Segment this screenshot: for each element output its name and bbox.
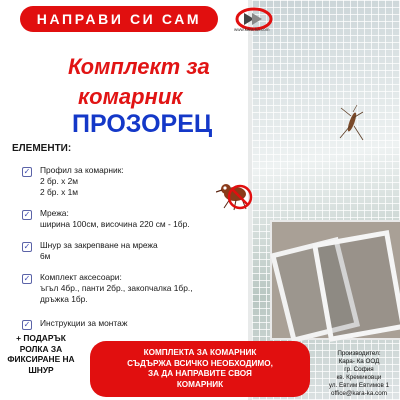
logo-url: www.kara-ka.com — [234, 27, 270, 32]
title-line-2: комарник — [78, 84, 183, 109]
mosquito-icon — [337, 104, 367, 144]
list-item: ✓ Инструкции за монтаж — [23, 318, 128, 329]
check-icon: ✓ — [23, 320, 31, 329]
title-line-1: Комплект за — [68, 54, 210, 79]
mesh-photo — [248, 0, 400, 400]
bonus-text: + ПОДАРЪК РОЛКА ЗА ФИКСИРАНЕ НА ШНУР — [7, 333, 75, 375]
check-icon: ✓ — [23, 242, 31, 251]
check-icon: ✓ — [23, 274, 31, 283]
list-item: ✓ Профил за комарник: 2 бр. х 2м 2 бр. х 1м — [23, 165, 124, 197]
producer-info: Производител: Кара- Ка ООД гр. София кв. Кремиковци ул. Евтим Евтимов 1 office@kara-ka.com — [328, 350, 390, 397]
cta-banner: КОМПЛЕКТА ЗА КОМАРНИК СЪДЪРЖА ВСИЧКО НЕОБХОДИМО, ЗА ДА НАПРАВИТЕ СВОЯ КОМАРНИК — [90, 341, 310, 397]
elements-heading: ЕЛЕМЕНТИ: — [12, 143, 72, 154]
title-line-3: ПРОЗОРЕЦ — [72, 110, 213, 138]
list-item: ✓ Комплект аксесоари: ъгъл 4бр., панти 2бр., закопчалка 1бр., дръжка 1бр. — [23, 272, 193, 304]
mosquito-prohibited-icon — [216, 172, 254, 212]
header-pill: НАПРАВИ СИ САМ — [20, 6, 218, 32]
list-item: ✓ Шнур за закрепване на мрежа 6м — [23, 240, 158, 261]
mesh-frames-photo — [270, 220, 400, 340]
check-icon: ✓ — [23, 167, 31, 176]
check-icon: ✓ — [23, 210, 31, 219]
list-item: ✓ Мрежа: ширина 100см, височина 220 см - 1бр. — [23, 208, 190, 229]
